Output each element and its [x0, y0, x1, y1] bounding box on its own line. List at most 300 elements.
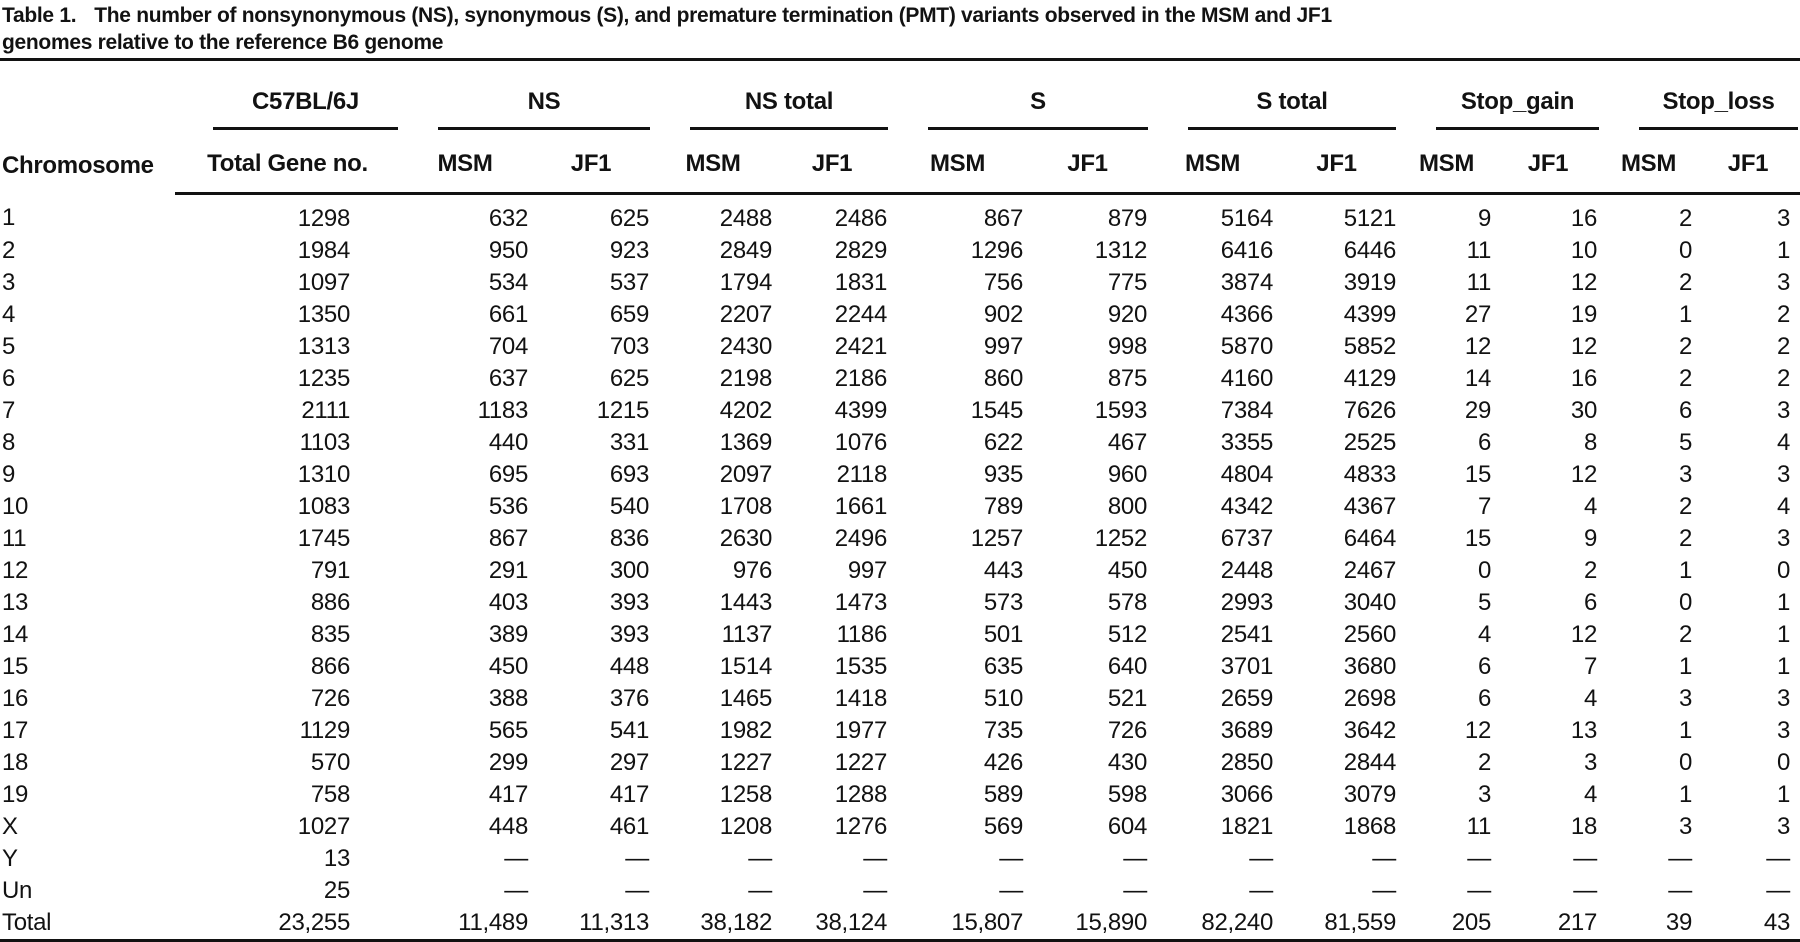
cell: 1227: [834, 749, 887, 776]
table-row: [0, 843, 1800, 875]
cell: 2850: [1220, 749, 1273, 776]
cell: 640: [1107, 653, 1147, 680]
row-label: 14: [2, 621, 29, 648]
cell: 2111: [301, 397, 350, 424]
cell: 12: [1570, 269, 1597, 296]
cell: 0: [1776, 749, 1790, 776]
group-header-row: [0, 60, 1800, 130]
table-row: [0, 683, 1800, 715]
cell: 2: [1776, 301, 1790, 328]
row-label: 6: [2, 365, 16, 392]
row-label: Total: [2, 909, 52, 936]
cell: 3: [1678, 461, 1692, 488]
cell: 4: [1776, 429, 1790, 456]
cell: 297: [609, 749, 649, 776]
cell: 7626: [1343, 397, 1396, 424]
table-row: [0, 363, 1800, 395]
cell: 1: [1776, 621, 1790, 648]
cell: —: [1766, 877, 1790, 904]
row-label: 1: [2, 204, 16, 232]
cell: 1473: [834, 589, 887, 616]
cell: 960: [1107, 461, 1147, 488]
cell: 0: [1776, 557, 1790, 584]
cell: 693: [609, 461, 649, 488]
cell: 6: [1583, 589, 1597, 616]
cell: 1708: [719, 493, 772, 520]
cell: 2560: [1343, 621, 1396, 648]
cell: —: [1573, 877, 1597, 904]
cell: 1: [1776, 237, 1790, 264]
cell: 625: [609, 205, 649, 232]
cell: 217: [1557, 909, 1597, 936]
cell: 1: [1678, 781, 1692, 808]
cell: 1: [1678, 301, 1692, 328]
cell: 4: [1583, 685, 1597, 712]
row-label: 3: [2, 269, 16, 296]
cell: 604: [1107, 813, 1147, 840]
cell: 923: [609, 237, 649, 264]
row-label: 19: [2, 781, 29, 808]
cell: 6464: [1343, 525, 1396, 552]
row-label: 16: [2, 685, 29, 712]
cell: 875: [1107, 365, 1147, 392]
cell: 512: [1107, 621, 1147, 648]
cell: —: [1668, 845, 1692, 872]
cell: 997: [847, 557, 887, 584]
cell: 205: [1451, 909, 1491, 936]
cell: 2467: [1343, 557, 1396, 584]
cell: —: [1668, 877, 1692, 904]
cell: 1186: [836, 621, 887, 648]
row-label: 7: [2, 397, 16, 424]
row-label: 9: [2, 461, 16, 488]
cell: 661: [488, 301, 528, 328]
table-row: [0, 299, 1800, 331]
cell: 2659: [1220, 685, 1273, 712]
cell: —: [748, 845, 772, 872]
group-header-stop-loss: Stop_loss: [1601, 60, 1800, 130]
cell: 16: [1570, 205, 1597, 232]
cell: 3066: [1220, 781, 1273, 808]
cell: —: [1123, 845, 1147, 872]
cell: 30: [1570, 397, 1597, 424]
cell: 417: [609, 781, 649, 808]
cell: 3: [1776, 525, 1790, 552]
cell: 27: [1464, 301, 1491, 328]
row-label: X: [2, 813, 18, 840]
cell: 1545: [970, 397, 1023, 424]
cell: 836: [609, 525, 649, 552]
cell: 3: [1776, 685, 1790, 712]
table-row: [0, 907, 1800, 941]
cell: 2: [1678, 333, 1692, 360]
cell: 902: [983, 301, 1023, 328]
row-label: Un: [2, 877, 33, 904]
cell: 997: [983, 333, 1023, 360]
cell: 4366: [1220, 301, 1273, 328]
caption-text-line-2: genomes relative to the reference B6 genome: [2, 31, 444, 54]
cell: 1298: [297, 205, 350, 232]
column-header-stop-loss-jf1: JF1: [1696, 130, 1800, 194]
cell: 0: [1477, 557, 1491, 584]
row-label: 11: [2, 525, 27, 552]
cell: 1369: [719, 429, 772, 456]
cell: 758: [310, 781, 350, 808]
cell: 4804: [1220, 461, 1273, 488]
cell: 12: [1570, 461, 1597, 488]
cell: 7384: [1220, 397, 1273, 424]
cell: 637: [488, 365, 528, 392]
cell: 3: [1776, 717, 1790, 744]
cell: 14: [1464, 365, 1491, 392]
cell: 1027: [297, 813, 350, 840]
cell: 393: [609, 621, 649, 648]
group-header-c57bl6j: C57BL/6J: [175, 60, 400, 130]
cell: 19: [1570, 301, 1597, 328]
cell: 6737: [1220, 525, 1273, 552]
caption-line-1: [2, 2, 1796, 29]
cell: 3: [1678, 813, 1692, 840]
cell: —: [625, 877, 649, 904]
cell: 448: [609, 653, 649, 680]
cell: —: [1372, 877, 1396, 904]
cell: —: [1249, 877, 1273, 904]
cell: 800: [1107, 493, 1147, 520]
cell: 3: [1477, 781, 1491, 808]
cell: 510: [983, 685, 1023, 712]
cell: 81,559: [1324, 909, 1396, 936]
cell: 2207: [719, 301, 772, 328]
cell: 3: [1776, 813, 1790, 840]
cell: 4202: [719, 397, 772, 424]
table-row: [0, 331, 1800, 363]
table-row: [0, 747, 1800, 779]
cell: 4: [1477, 621, 1491, 648]
cell: 3689: [1220, 717, 1273, 744]
cell: 1350: [297, 301, 350, 328]
cell: 15: [1464, 525, 1491, 552]
cell: 726: [1107, 717, 1147, 744]
cell: —: [863, 845, 887, 872]
cell: 537: [609, 269, 649, 296]
cell: 38,182: [700, 909, 772, 936]
cell: 3874: [1220, 269, 1273, 296]
cell: 18: [1570, 813, 1597, 840]
cell: 1103: [299, 429, 350, 456]
column-header-s-total-msm: MSM: [1150, 130, 1275, 194]
cell: 11,489: [458, 909, 528, 936]
row-label: 17: [2, 717, 29, 744]
column-header-s-jf1: JF1: [1025, 130, 1150, 194]
cell: 12: [1464, 333, 1491, 360]
cell: 9: [1583, 525, 1597, 552]
column-header-s-msm: MSM: [890, 130, 1025, 194]
table-row: [0, 523, 1800, 555]
cell: 976: [732, 557, 772, 584]
cell: 4342: [1220, 493, 1273, 520]
cell: 23,255: [278, 909, 350, 936]
cell: 2: [1583, 557, 1597, 584]
variants-table: [0, 58, 1800, 942]
cell: —: [1249, 845, 1273, 872]
cell: 1276: [834, 813, 887, 840]
table-number-label: Table 1.: [2, 4, 77, 27]
cell: 11: [1466, 813, 1491, 840]
cell: 15,807: [951, 909, 1023, 936]
cell: —: [1573, 845, 1597, 872]
cell: 2: [1678, 205, 1692, 232]
cell: 13: [323, 845, 350, 872]
cell: 1593: [1094, 397, 1147, 424]
cell: 1129: [299, 717, 350, 744]
cell: 9: [1477, 205, 1491, 232]
column-header-stop-gain-jf1: JF1: [1495, 130, 1601, 194]
cell: 2993: [1220, 589, 1273, 616]
cell: 1258: [719, 781, 772, 808]
cell: 10: [1570, 237, 1597, 264]
cell: 2118: [836, 461, 887, 488]
cell: 2198: [719, 365, 772, 392]
table-row: [0, 587, 1800, 619]
cell: 2488: [719, 205, 772, 232]
group-header-stop-gain: Stop_gain: [1398, 60, 1601, 130]
cell: 5164: [1220, 205, 1273, 232]
cell: 2486: [834, 205, 887, 232]
cell: 1: [1678, 717, 1692, 744]
cell: —: [504, 845, 528, 872]
cell: 3040: [1343, 589, 1396, 616]
cell: 1745: [297, 525, 350, 552]
cell: 13: [1570, 717, 1597, 744]
cell: 1097: [297, 269, 350, 296]
cell: 920: [1107, 301, 1147, 328]
cell: 3919: [1343, 269, 1396, 296]
cell: 43: [1763, 909, 1790, 936]
row-label: 2: [2, 237, 16, 264]
cell: 1443: [719, 589, 772, 616]
cell: 2525: [1343, 429, 1396, 456]
cell: 450: [488, 653, 528, 680]
group-header-s-total: S total: [1150, 60, 1398, 130]
cell: 589: [983, 781, 1023, 808]
cell: 2244: [834, 301, 887, 328]
cell: 3355: [1220, 429, 1273, 456]
cell: 1535: [834, 653, 887, 680]
table-caption: [0, 0, 1800, 58]
table-row: [0, 619, 1800, 651]
cell: 789: [983, 493, 1023, 520]
cell: 866: [310, 653, 350, 680]
cell: 3: [1776, 397, 1790, 424]
cell: 659: [609, 301, 649, 328]
cell: 2: [1477, 749, 1491, 776]
cell: 1: [1776, 653, 1790, 680]
cell: 1831: [834, 269, 887, 296]
cell: 15,890: [1075, 909, 1147, 936]
cell: —: [1766, 845, 1790, 872]
cell: 2421: [834, 333, 887, 360]
cell: 1794: [719, 269, 772, 296]
cell: 7: [1583, 653, 1597, 680]
cell: 1977: [834, 717, 887, 744]
cell: 1083: [297, 493, 350, 520]
cell: 1257: [970, 525, 1023, 552]
cell: 440: [488, 429, 528, 456]
cell: 1: [1776, 589, 1790, 616]
cell: 3642: [1343, 717, 1396, 744]
cell: 29: [1464, 397, 1491, 424]
table-row: [0, 651, 1800, 683]
table-body: [0, 194, 1800, 942]
cell: 5: [1678, 429, 1692, 456]
cell: —: [748, 877, 772, 904]
cell: 1312: [1094, 237, 1147, 264]
cell: 860: [983, 365, 1023, 392]
cell: 2829: [834, 237, 887, 264]
cell: 632: [488, 205, 528, 232]
cell: 2698: [1343, 685, 1396, 712]
cell: 6: [1477, 653, 1491, 680]
table-row: [0, 459, 1800, 491]
cell: 426: [983, 749, 1023, 776]
row-label: 10: [2, 493, 29, 520]
cell: 0: [1678, 237, 1692, 264]
cell: 791: [310, 557, 350, 584]
cell: 2: [1776, 365, 1790, 392]
cell: 3: [1776, 269, 1790, 296]
cell: 1868: [1343, 813, 1396, 840]
table-row: [0, 395, 1800, 427]
cell: 12: [1464, 717, 1491, 744]
cell: 4129: [1343, 365, 1396, 392]
cell: 521: [1107, 685, 1147, 712]
cell: 1235: [297, 365, 350, 392]
group-header-s: S: [890, 60, 1150, 130]
cell: 1310: [297, 461, 350, 488]
cell: 570: [310, 749, 350, 776]
cell: 1821: [1220, 813, 1273, 840]
cell: 5852: [1343, 333, 1396, 360]
cell: 886: [310, 589, 350, 616]
cell: 3079: [1343, 781, 1396, 808]
column-header-chromosome: Chromosome: [2, 151, 154, 179]
cell: 1296: [970, 237, 1023, 264]
cell: —: [863, 877, 887, 904]
table-row: [0, 235, 1800, 267]
cell: 291: [488, 557, 528, 584]
cell: 573: [983, 589, 1023, 616]
cell: 2541: [1220, 621, 1273, 648]
row-label: Y: [2, 845, 18, 872]
cell: 534: [488, 269, 528, 296]
cell: —: [1123, 877, 1147, 904]
cell: 4: [1583, 493, 1597, 520]
cell: 2097: [719, 461, 772, 488]
cell: 2: [1776, 333, 1790, 360]
cell: 2: [1678, 621, 1692, 648]
group-header-ns-total: NS total: [652, 60, 890, 130]
table-row: [0, 875, 1800, 907]
cell: 4: [1583, 781, 1597, 808]
cell: 6: [1678, 397, 1692, 424]
row-label: 5: [2, 333, 16, 360]
cell: 2448: [1220, 557, 1273, 584]
cell: 704: [488, 333, 528, 360]
cell: 1: [1678, 557, 1692, 584]
cell: 6416: [1220, 237, 1273, 264]
column-header-ns-msm: MSM: [400, 130, 530, 194]
row-label: 12: [2, 557, 29, 584]
table-row: [0, 715, 1800, 747]
cell: 598: [1107, 781, 1147, 808]
cell: 393: [609, 589, 649, 616]
cell: 450: [1107, 557, 1147, 584]
cell: 775: [1107, 269, 1147, 296]
cell: 4160: [1220, 365, 1273, 392]
sub-header-row: [0, 130, 1800, 194]
table-row: [0, 811, 1800, 843]
cell: 11,313: [579, 909, 649, 936]
cell: 2: [1678, 365, 1692, 392]
row-label: 8: [2, 429, 16, 456]
row-label: 18: [2, 749, 29, 776]
cell: 1208: [719, 813, 772, 840]
cell: 0: [1678, 749, 1692, 776]
cell: 5121: [1343, 205, 1396, 232]
cell: 4: [1776, 493, 1790, 520]
cell: 867: [983, 205, 1023, 232]
cell: 2849: [719, 237, 772, 264]
table-row: [0, 555, 1800, 587]
cell: 6: [1477, 429, 1491, 456]
cell: —: [1467, 877, 1491, 904]
row-label: 4: [2, 301, 16, 328]
cell: 443: [983, 557, 1023, 584]
cell: 388: [488, 685, 528, 712]
cell: 0: [1678, 589, 1692, 616]
cell: 622: [983, 429, 1023, 456]
cell: 1076: [834, 429, 887, 456]
cell: 299: [488, 749, 528, 776]
cell: 1661: [834, 493, 887, 520]
cell: 2: [1678, 269, 1692, 296]
cell: 2: [1678, 493, 1692, 520]
cell: 1288: [834, 781, 887, 808]
cell: 417: [488, 781, 528, 808]
cell: 38,124: [815, 909, 887, 936]
cell: 4399: [834, 397, 887, 424]
cell: 25: [323, 877, 350, 904]
cell: 448: [488, 813, 528, 840]
cell: 1252: [1094, 525, 1147, 552]
cell: 1465: [719, 685, 772, 712]
cell: 3701: [1220, 653, 1273, 680]
column-header-stop-gain-msm: MSM: [1398, 130, 1495, 194]
cell: 39: [1665, 909, 1692, 936]
table-header: [0, 60, 1800, 194]
cell: 4399: [1343, 301, 1396, 328]
cell: 4367: [1343, 493, 1396, 520]
cell: 5870: [1220, 333, 1273, 360]
cell: 3: [1583, 749, 1597, 776]
cell: 735: [983, 717, 1023, 744]
table-row: [0, 491, 1800, 523]
cell: —: [999, 845, 1023, 872]
cell: 565: [488, 717, 528, 744]
cell: 867: [488, 525, 528, 552]
cell: 11: [1466, 269, 1491, 296]
cell: 998: [1107, 333, 1147, 360]
